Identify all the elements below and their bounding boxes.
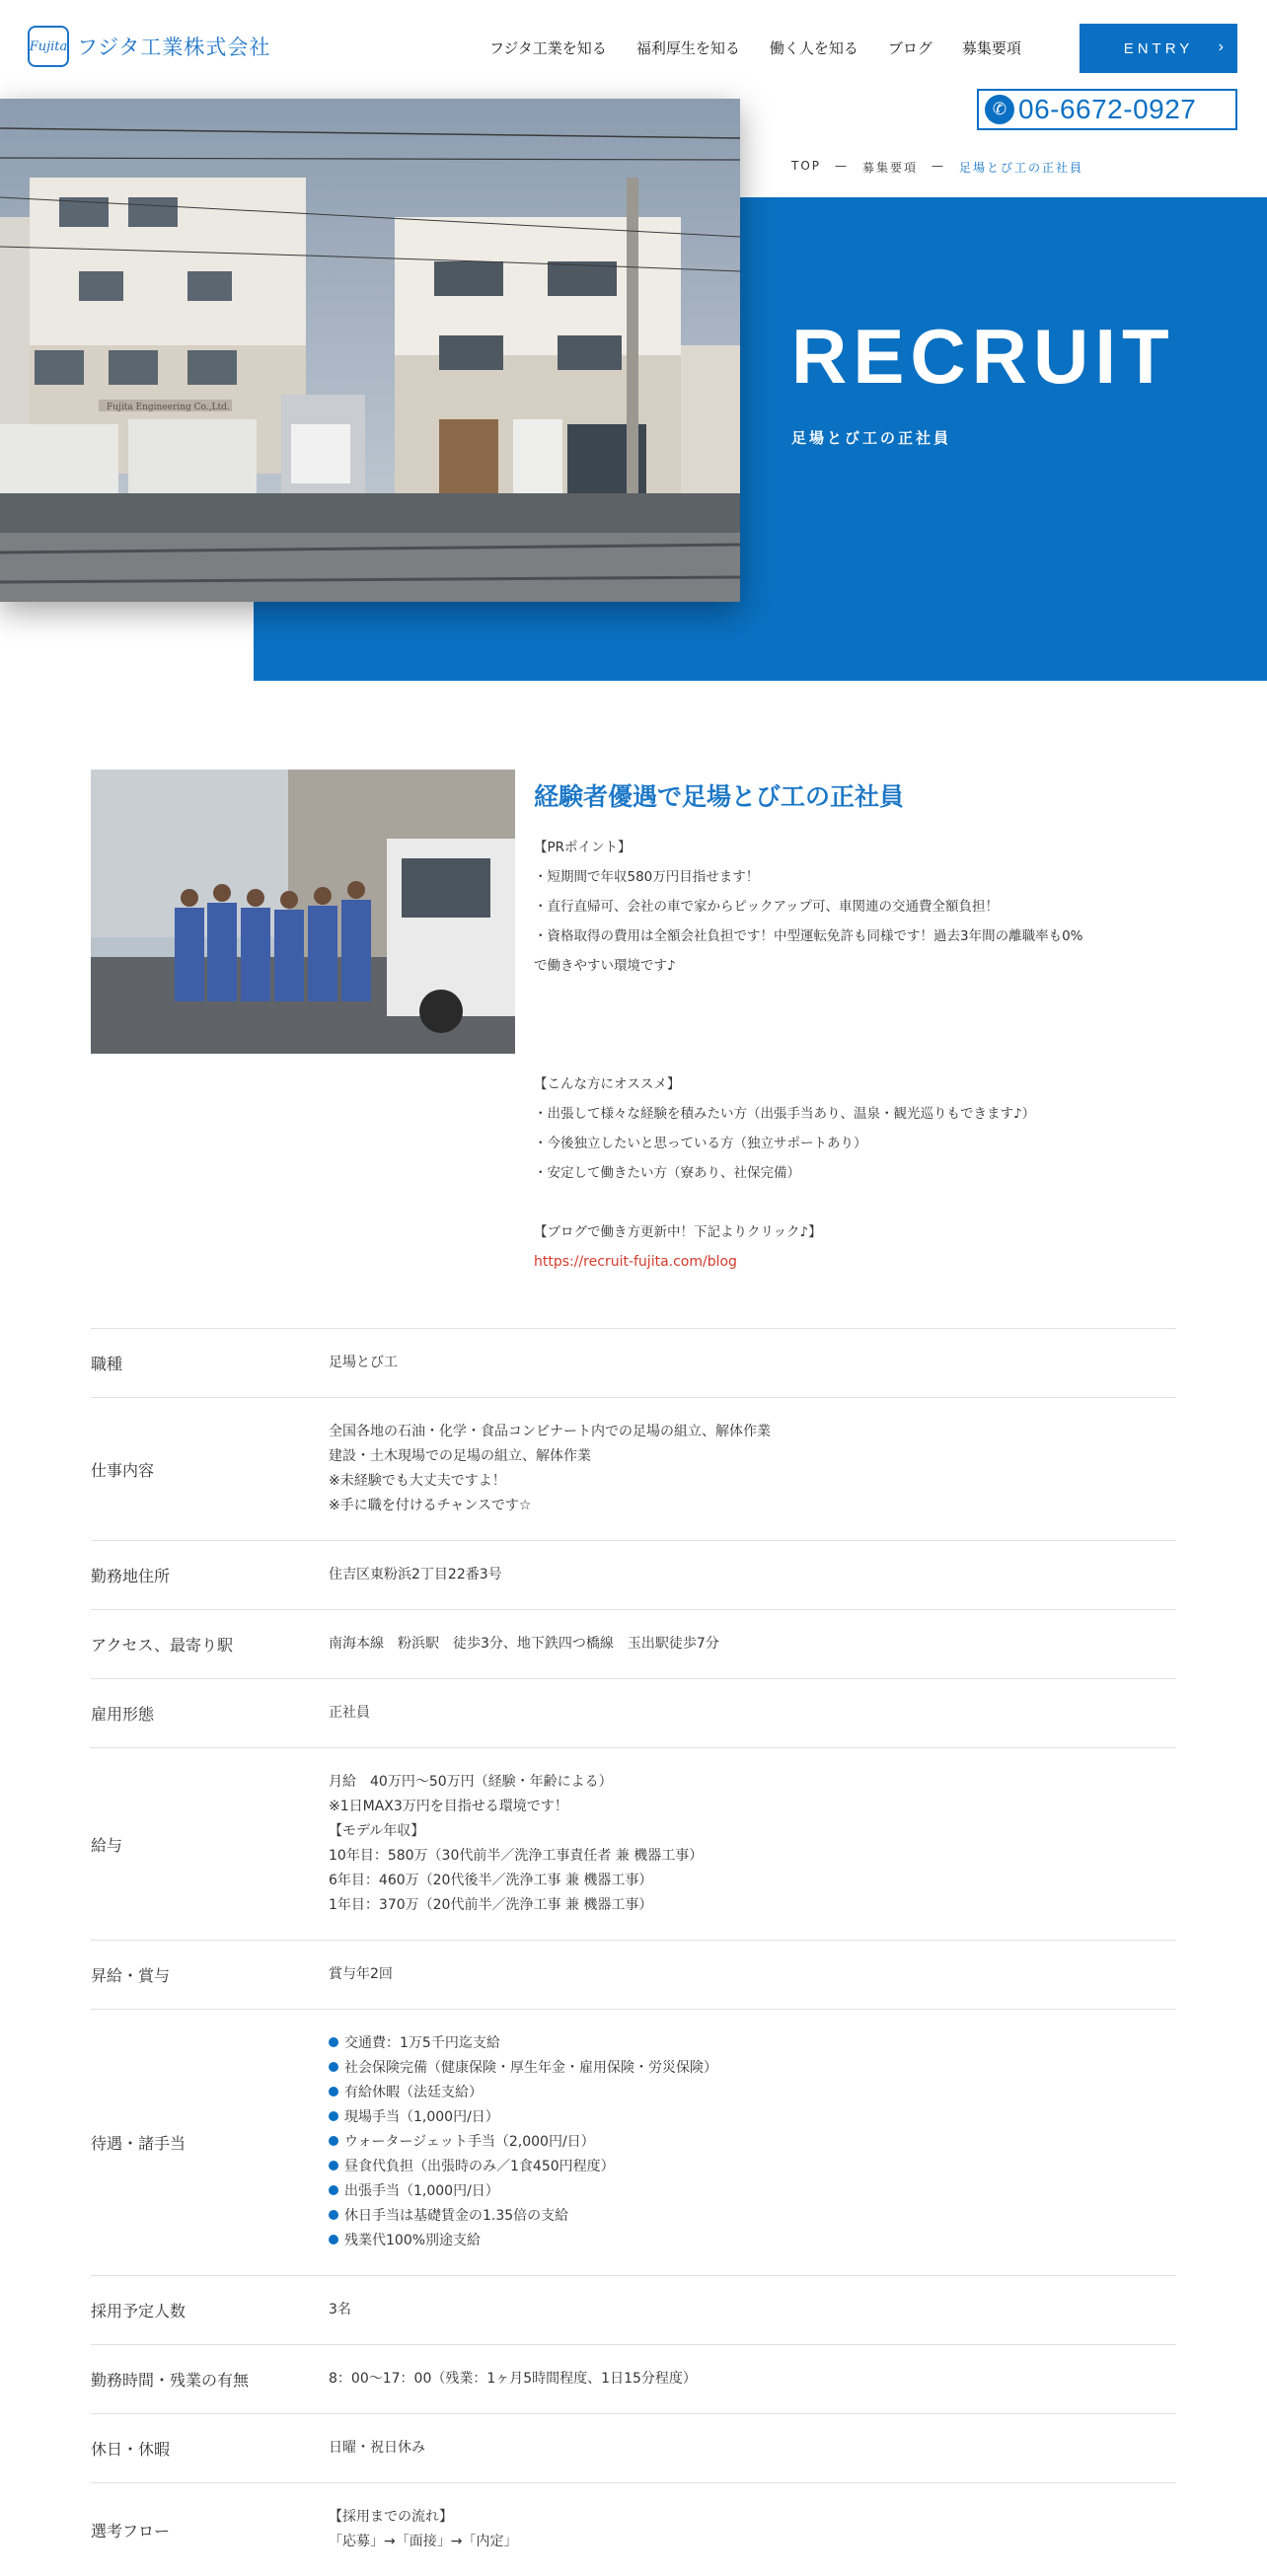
spacer — [534, 1188, 1175, 1217]
value-text: 残業代100%別途支給 — [344, 2233, 482, 2248]
value-text: ※1日MAX3万円を目指せる環境です！ — [329, 1799, 568, 1814]
entry-label: ENTRY — [1123, 39, 1194, 57]
intro-section — [534, 777, 1175, 1277]
value-text: 「応募」→「面接」→「内定」 — [329, 2534, 518, 2549]
phone-icon: ✆ — [985, 95, 1014, 124]
company-logo[interactable] — [28, 26, 270, 67]
row-label: 待遇・諸手当 — [91, 2134, 186, 2153]
value-text: 日曜・祝日休み — [329, 2440, 425, 2456]
benefit-item — [329, 2155, 1176, 2179]
table-row — [91, 1609, 1176, 1678]
benefit-item — [329, 2081, 1176, 2105]
value-text: ウォータージェット手当（2,000円/日） — [344, 2134, 595, 2150]
benefit-item — [329, 2179, 1176, 2204]
table-row — [91, 1397, 1176, 1540]
benefit-item — [329, 2105, 1176, 2130]
breadcrumb-top[interactable]: TOP — [791, 159, 822, 173]
row-label: 休日・休暇 — [91, 2440, 171, 2459]
nav-recruitment[interactable]: 募集要項 — [961, 39, 1021, 57]
bullet-dot-icon — [329, 2111, 338, 2121]
table-row — [91, 1540, 1176, 1609]
value-text: 休日手当は基礎賃金の1.35倍の支給 — [344, 2208, 569, 2224]
value-text: 6年目：460万（20代後半／洗浄工事 兼 機器工事） — [329, 1873, 653, 1888]
table-row — [91, 2275, 1176, 2344]
value-line — [329, 1893, 1176, 1918]
row-value — [329, 1632, 1176, 1656]
value-line — [329, 1962, 1176, 1987]
bullet-dot-icon — [329, 2037, 338, 2047]
value-line — [329, 1563, 1176, 1587]
entry-button[interactable] — [1080, 24, 1237, 73]
nav-about[interactable]: フジタ工業を知る — [489, 39, 607, 57]
recommend-line: ・今後独立したいと思っている方（独立サポートあり） — [534, 1136, 867, 1151]
table-row — [91, 2482, 1176, 2576]
table-row — [91, 1328, 1176, 1397]
page-title: RECRUIT — [791, 313, 1175, 400]
pr-line: ・短期間で年収580万円目指せます！ — [534, 869, 760, 885]
pr-line: で働きやすい環境です♪ — [534, 958, 676, 974]
value-line — [329, 2530, 1176, 2554]
nav-welfare[interactable]: 福利厚生を知る — [635, 39, 740, 57]
value-text: 南海本線 粉浜駅 徒歩3分、地下鉄四つ橋線 玉出駅徒歩7分 — [329, 1636, 719, 1652]
row-label: 採用予定人数 — [91, 2302, 186, 2320]
value-text: 【採用までの流れ】 — [329, 2509, 453, 2525]
value-text: 交通費：1万5千円迄支給 — [344, 2035, 500, 2051]
value-text: 【モデル年収】 — [329, 1823, 425, 1839]
benefit-item — [329, 2031, 1176, 2056]
value-line — [329, 2367, 1176, 2392]
table-row — [91, 2413, 1176, 2482]
recommend-line: ・安定して働きたい方（寮あり、社保完備） — [534, 1165, 800, 1181]
staff-group-photo — [91, 770, 515, 1054]
page-subtitle: 足場とび工の正社員 — [791, 429, 952, 447]
benefit-item — [329, 2056, 1176, 2081]
benefit-item — [329, 2204, 1176, 2229]
intro-title: 経験者優遇で足場とび工の正社員 — [534, 782, 905, 811]
table-row — [91, 2344, 1176, 2413]
blog-heading: 【ブログで働き方更新中！下記よりクリック♪】 — [534, 1224, 822, 1240]
row-label: 昇給・賞与 — [91, 1966, 171, 1985]
global-nav — [489, 37, 1051, 58]
value-text: 正社員 — [329, 1705, 370, 1721]
row-value — [329, 2436, 1176, 2461]
hero-building-photo — [0, 99, 740, 602]
value-text: ※未経験でも大丈夫ですよ！ — [329, 1473, 506, 1489]
spacer — [534, 981, 1175, 1069]
row-value — [329, 2505, 1176, 2554]
value-text: 10年目：580万（30代前半／洗浄工事責任者 兼 機器工事） — [329, 1848, 704, 1864]
logo-text: フジタ工業株式会社 — [77, 36, 271, 59]
bullet-dot-icon — [329, 2210, 338, 2220]
nav-people[interactable]: 働く人を知る — [769, 39, 858, 57]
value-line — [329, 1351, 1176, 1375]
pr-line: ・資格取得の費用は全額会社負担です！中型運転免許も同様です！過去3年間の離職率も0% — [534, 928, 1083, 944]
value-line — [329, 2505, 1176, 2530]
row-value — [329, 2031, 1176, 2253]
value-text: 住吉区東粉浜2丁目22番3号 — [329, 1567, 502, 1582]
value-line — [329, 1420, 1176, 1444]
value-text: 足場とび工 — [329, 1355, 398, 1370]
value-text: 有給休暇（法廷支給） — [344, 2085, 483, 2100]
value-line — [329, 1494, 1176, 1518]
value-text: 社会保険完備（健康保険・厚生年金・雇用保険・労災保険） — [344, 2060, 717, 2076]
row-value — [329, 1701, 1176, 1726]
row-label: 勤務時間・残業の有無 — [91, 2371, 250, 2390]
table-row — [91, 1678, 1176, 1747]
nav-blog[interactable]: ブログ — [887, 39, 932, 57]
breadcrumb-separator: — — [932, 159, 946, 173]
row-label: 雇用形態 — [91, 1705, 155, 1724]
value-line — [329, 1795, 1176, 1819]
site-header — [0, 0, 1267, 99]
hero-photo-illustration — [0, 99, 740, 602]
breadcrumb-recruitment[interactable]: 募集要項 — [862, 161, 919, 175]
recommend-heading: 【こんな方にオススメ】 — [534, 1076, 681, 1092]
bullet-dot-icon — [329, 2062, 338, 2072]
table-row — [91, 2009, 1176, 2275]
building-sign-text: Fujita Engineering Co.,Ltd. — [107, 403, 230, 412]
blog-link[interactable]: https://recruit-fujita.com/blog — [534, 1254, 737, 1270]
value-text: 現場手当（1,000円/日） — [344, 2109, 499, 2125]
benefit-item — [329, 2130, 1176, 2155]
value-line — [329, 1444, 1176, 1469]
value-line — [329, 2298, 1176, 2322]
row-value — [329, 1962, 1176, 1987]
value-line — [329, 1701, 1176, 1726]
phone-button[interactable] — [977, 89, 1237, 130]
row-value — [329, 1563, 1176, 1587]
bullet-dot-icon — [329, 2087, 338, 2097]
row-label: 職種 — [91, 1355, 123, 1373]
row-value — [329, 2298, 1176, 2322]
pr-heading: 【PRポイント】 — [534, 840, 632, 855]
value-text: ※手に職を付けるチャンスです☆ — [329, 1498, 532, 1513]
value-text: 昼食代負担（出張時のみ／1食450円程度） — [344, 2159, 615, 2174]
breadcrumb — [791, 159, 1083, 176]
recommend-line: ・出張して様々な経験を積みたい方（出張手当あり、温泉・観光巡りもできます♪） — [534, 1106, 1036, 1122]
value-line — [329, 1469, 1176, 1494]
value-line — [329, 1844, 1176, 1869]
value-line — [329, 1770, 1176, 1795]
value-text: 建設・土木現場での足場の組立、解体作業 — [329, 1448, 591, 1464]
table-row — [91, 1940, 1176, 2009]
value-text: 1年目：370万（20代前半／洗浄工事 兼 機器工事） — [329, 1897, 653, 1913]
value-text: 出張手当（1,000円/日） — [344, 2183, 499, 2199]
value-line — [329, 1819, 1176, 1844]
value-text: 8：00～17：00（残業：1ヶ月5時間程度、1日15分程度） — [329, 2371, 697, 2387]
pr-line: ・直行直帰可、会社の車で家からピックアップ可、車関連の交通費全額負担！ — [534, 899, 1000, 915]
table-row — [91, 1747, 1176, 1940]
row-value — [329, 1351, 1176, 1375]
row-label: 選考フロー — [91, 2521, 171, 2540]
benefit-item — [329, 2229, 1176, 2253]
logo-mark: Fujita — [28, 26, 69, 67]
row-label: 勤務地住所 — [91, 1567, 171, 1585]
bullet-dot-icon — [329, 2185, 338, 2195]
phone-number: 06-6672-0927 — [1018, 94, 1197, 124]
value-text: 全国各地の石油・化学・食品コンビナート内での足場の組立、解体作業 — [329, 1424, 771, 1439]
bullet-dot-icon — [329, 2235, 338, 2245]
value-line — [329, 1869, 1176, 1893]
row-label: アクセス、最寄り駅 — [91, 1636, 234, 1655]
row-label: 給与 — [91, 1835, 123, 1855]
staff-photo-illustration — [91, 770, 515, 1054]
row-value — [329, 1420, 1176, 1518]
value-text: 3名 — [329, 2302, 351, 2318]
row-value — [329, 1770, 1176, 1918]
value-text: 賞与年2回 — [329, 1966, 393, 1982]
row-label: 仕事内容 — [91, 1460, 155, 1480]
job-details-table — [91, 1328, 1176, 2576]
value-line — [329, 1632, 1176, 1656]
breadcrumb-current: 足場とび工の正社員 — [959, 161, 1084, 175]
value-text: 月給 40万円～50万円（経験・年齢による） — [329, 1774, 613, 1790]
chevron-right-icon: › — [1218, 38, 1224, 55]
row-value — [329, 2367, 1176, 2392]
breadcrumb-separator: — — [835, 159, 850, 173]
bullet-dot-icon — [329, 2136, 338, 2146]
bullet-dot-icon — [329, 2161, 338, 2171]
value-line — [329, 2436, 1176, 2461]
